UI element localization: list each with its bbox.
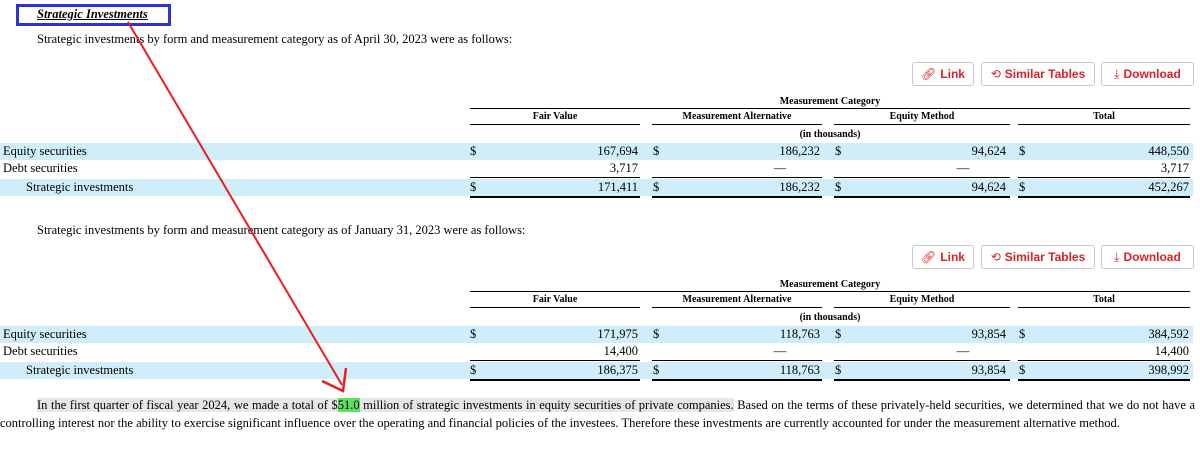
table2-intro: Strategic investments by form and measurement category as of January 31, 2023 were as follows: — [37, 223, 526, 237]
table1-col-measurement-alternative: Measurement Alternative — [682, 111, 792, 122]
cell-equity-method: — — [956, 161, 970, 175]
cell-total: 452,267 — [1148, 180, 1189, 194]
dollar-sign: $ — [835, 144, 842, 158]
cell-total: 384,592 — [1148, 327, 1189, 341]
row-label: Equity securities — [3, 144, 87, 158]
history-icon: ⟲ — [990, 250, 1001, 264]
table2-col-total: Total — [1093, 294, 1115, 305]
link-icon: 🔗︎ — [921, 250, 937, 264]
dollar-sign: $ — [1019, 180, 1026, 194]
cell-equity-method: 94,624 — [971, 144, 1006, 158]
history-icon: ⟲ — [990, 67, 1001, 81]
dollar-sign: $ — [1019, 144, 1026, 158]
row-label: Equity securities — [3, 327, 87, 341]
table1-col-total: Total — [1093, 111, 1115, 122]
cell-equity-method: 94,624 — [971, 180, 1006, 194]
paragraph-text-2: million of strategic investments in equity securities of private companies. — [359, 398, 734, 412]
row-label: Debt securities — [3, 161, 78, 175]
download-label: Download — [1123, 67, 1181, 81]
table1-col-fair-value: Fair Value — [532, 111, 578, 122]
cell-total: 3,717 — [1160, 161, 1189, 175]
paragraph-text-1: In the first quarter of fiscal year 2024, we made a total of $ — [37, 398, 338, 412]
row-label: Strategic investments — [26, 180, 134, 194]
cell-measurement-alternative: — — [773, 344, 787, 358]
link-label: Link — [940, 250, 965, 264]
dollar-sign: $ — [1019, 363, 1026, 377]
cell-fair-value: 171,975 — [597, 327, 638, 341]
dollar-sign: $ — [653, 180, 660, 194]
cell-fair-value: 14,400 — [603, 344, 638, 358]
table2-col-measurement-alternative: Measurement Alternative — [682, 294, 792, 305]
cell-fair-value: 186,375 — [597, 363, 638, 377]
table1-units: (in thousands) — [799, 129, 861, 140]
cell-measurement-alternative: 186,232 — [779, 144, 820, 158]
cell-equity-method: 93,854 — [971, 327, 1006, 341]
row-label: Debt securities — [3, 344, 78, 358]
cell-measurement-alternative: 118,763 — [779, 363, 820, 377]
table2-units: (in thousands) — [799, 312, 861, 323]
table1-measurement-category-header: Measurement Category — [779, 96, 881, 107]
table2-col-equity-method: Equity Method — [889, 294, 955, 305]
link-icon: 🔗︎ — [921, 67, 937, 81]
section-heading: Strategic Investments — [37, 7, 148, 21]
link-label: Link — [940, 67, 965, 81]
arrow-line — [128, 22, 342, 385]
dollar-sign: $ — [835, 363, 842, 377]
dollar-sign: $ — [653, 144, 660, 158]
dollar-sign: $ — [835, 180, 842, 194]
cell-measurement-alternative: — — [773, 161, 787, 175]
cell-measurement-alternative: 186,232 — [779, 180, 820, 194]
cell-total: 448,550 — [1148, 144, 1189, 158]
cell-fair-value: 167,694 — [597, 144, 638, 158]
cell-total: 398,992 — [1148, 363, 1189, 377]
dollar-sign: $ — [470, 180, 477, 194]
cell-fair-value: 171,411 — [597, 180, 638, 194]
table2-col-fair-value: Fair Value — [532, 294, 578, 305]
dollar-sign: $ — [470, 144, 477, 158]
dollar-sign: $ — [653, 327, 660, 341]
dollar-sign: $ — [835, 327, 842, 341]
cell-equity-method: 93,854 — [971, 363, 1006, 377]
download-label: Download — [1123, 250, 1181, 264]
dollar-sign: $ — [1019, 327, 1026, 341]
download-icon: ⤓ — [1114, 66, 1120, 81]
similar-tables-label: Similar Tables — [1004, 250, 1086, 264]
dollar-sign: $ — [470, 363, 477, 377]
similar-tables-label: Similar Tables — [1004, 67, 1086, 81]
paragraph-text-3: Based on the terms of these privately-held securities, we determined that we do not have a controlling interest nor the ability to exercise significant influence over the operating and financial policies of the investees. Therefore these investments are currently accounted for under the measurement alternative method. — [0, 398, 1196, 430]
download-icon: ⤓ — [1114, 249, 1120, 264]
table2-measurement-category-header: Measurement Category — [779, 279, 881, 290]
cell-fair-value: 3,717 — [609, 161, 638, 175]
dollar-sign: $ — [470, 327, 477, 341]
cell-measurement-alternative: 118,763 — [779, 327, 820, 341]
cell-equity-method: — — [956, 344, 970, 358]
cell-total: 14,400 — [1154, 344, 1189, 358]
highlighted-value: 51.0 — [337, 398, 360, 412]
table1-intro: Strategic investments by form and measurement category as of April 30, 2023 were as follows: — [37, 32, 513, 46]
table1-col-equity-method: Equity Method — [889, 111, 955, 122]
dollar-sign: $ — [653, 363, 660, 377]
row-label: Strategic investments — [26, 363, 134, 377]
